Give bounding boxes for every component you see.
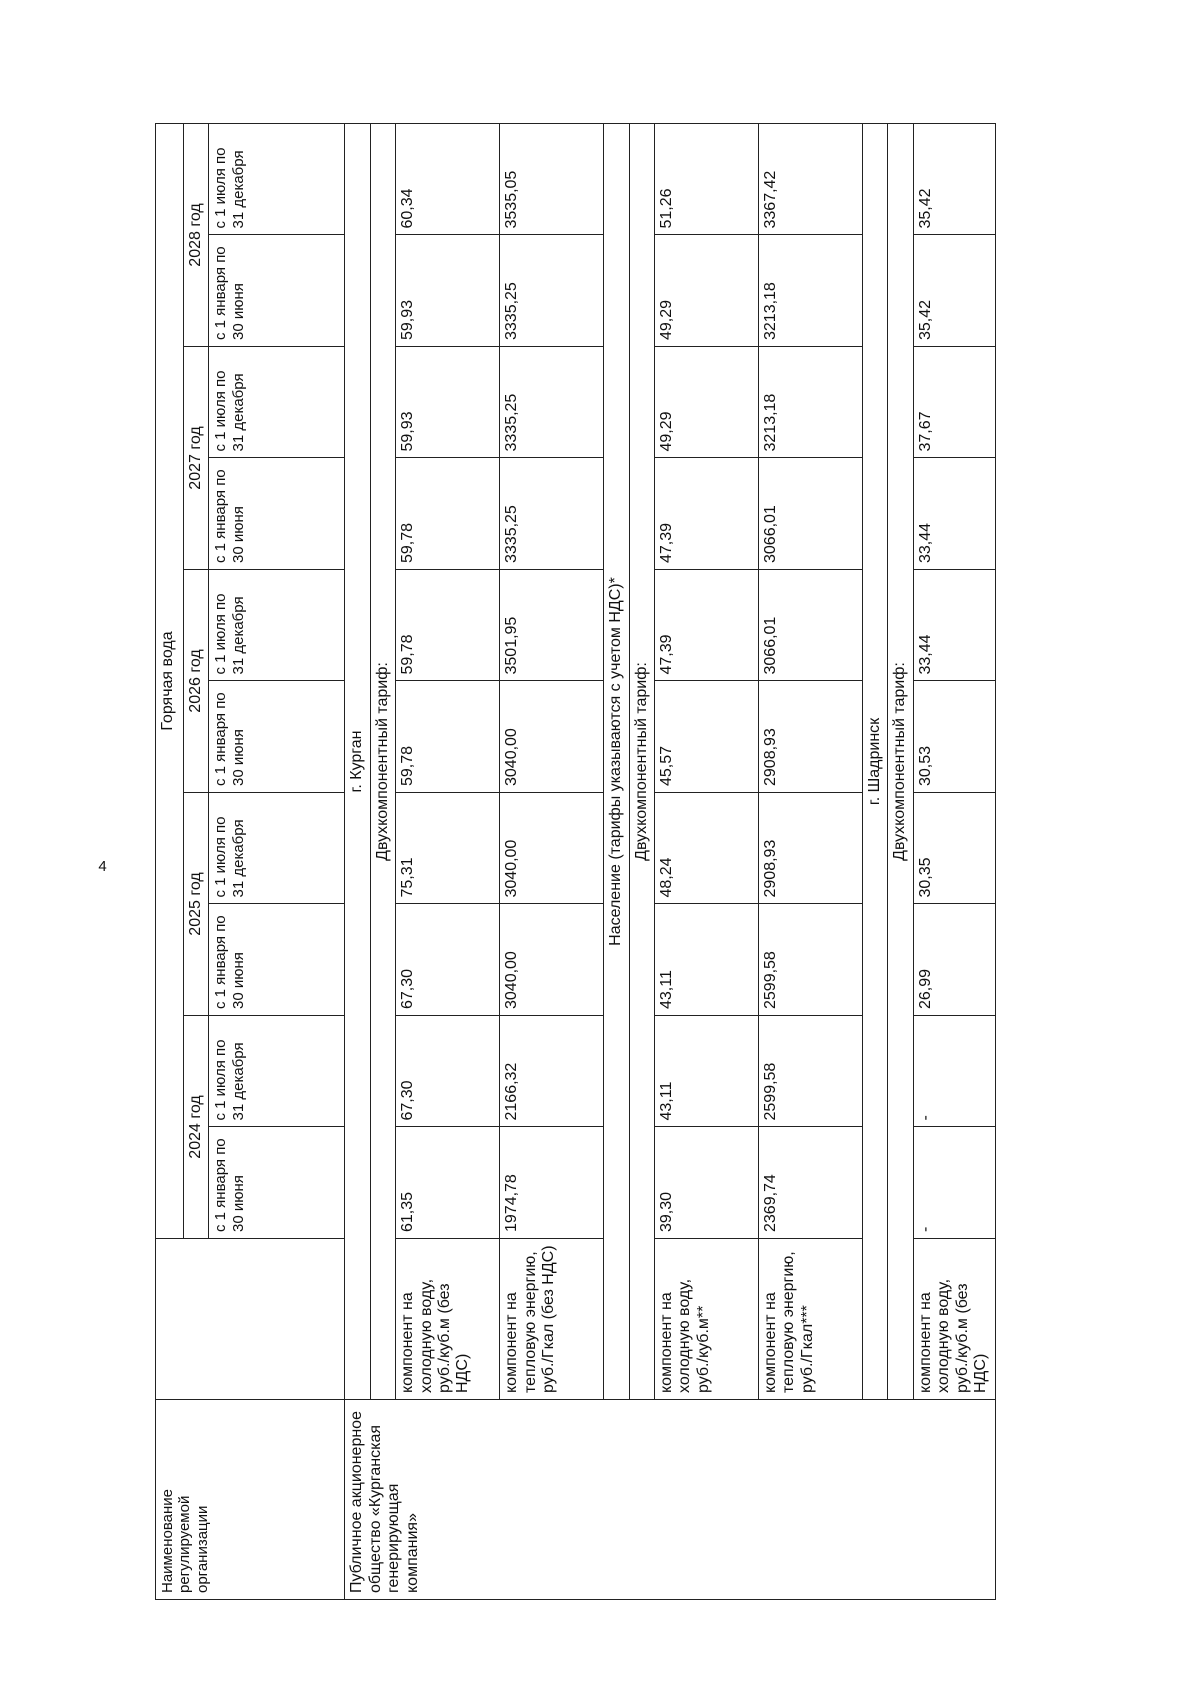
year-2025-header: 2025 год [184, 793, 209, 1016]
table-cell: 47,39 [654, 458, 758, 570]
table-cell: 3066,01 [758, 570, 862, 682]
table-cell: 3213,18 [758, 235, 862, 347]
table-cell: 39,30 [654, 1127, 758, 1239]
period-header: с 1 января по 30 июня [209, 904, 345, 1016]
table-cell: 45,57 [654, 681, 758, 793]
table-cell: 3040,00 [500, 904, 604, 1016]
table-cell: 75,31 [396, 793, 500, 905]
table-cell: 3213,18 [758, 347, 862, 459]
table-cell: 3501,95 [500, 570, 604, 682]
table-cell: 35,42 [913, 124, 995, 236]
table-cell: 3335,25 [500, 235, 604, 347]
table-cell: 67,30 [396, 1016, 500, 1128]
population-section-row: Население (тарифы указываются с учетом НДС)* [604, 124, 629, 1400]
table-cell: - [913, 1127, 995, 1239]
table-cell: 49,29 [654, 235, 758, 347]
org-name-cell: Публичное акционерное общество «Курганская генерирующая компания» [345, 1400, 995, 1600]
year-2026-header: 2026 год [184, 570, 209, 793]
table-cell: 1974,78 [500, 1127, 604, 1239]
table-cell: 43,11 [654, 1016, 758, 1128]
table-row [913, 124, 995, 1600]
table-cell: 59,78 [396, 681, 500, 793]
row-label: компонент на холодную воду, руб./куб.м (без НДС) [913, 1239, 995, 1400]
empty-header-cell [156, 1239, 345, 1400]
table-row [396, 124, 500, 1600]
table-cell: 2599,58 [758, 904, 862, 1016]
table-cell: 30,53 [913, 681, 995, 793]
tariff-table [155, 123, 996, 1600]
row-label: компонент на тепловую энергию, руб./Гкал (без НДС) [500, 1239, 604, 1400]
table-cell: 67,30 [396, 904, 500, 1016]
table-cell: 60,34 [396, 124, 500, 236]
table-row [654, 124, 758, 1600]
table-cell: 2908,93 [758, 793, 862, 905]
table-cell: 35,42 [913, 235, 995, 347]
period-header: с 1 июля по 31 декабря [209, 347, 345, 459]
period-header: с 1 июля по 31 декабря [209, 1016, 345, 1128]
table-cell: 26,99 [913, 904, 995, 1016]
hot-water-header: Горячая вода [156, 124, 184, 1239]
table-cell: 61,35 [396, 1127, 500, 1239]
table-cell: - [913, 1016, 995, 1128]
year-2027-header: 2027 год [184, 347, 209, 570]
table-cell: 3066,01 [758, 458, 862, 570]
period-header: с 1 июля по 31 декабря [209, 124, 345, 236]
period-header: с 1 января по 30 июня [209, 235, 345, 347]
table-cell: 3335,25 [500, 347, 604, 459]
period-header: с 1 июля по 31 декабря [209, 570, 345, 682]
table-cell: 33,44 [913, 570, 995, 682]
page-number: 4 [98, 858, 107, 875]
table-cell: 49,29 [654, 347, 758, 459]
table-cell: 33,44 [913, 458, 995, 570]
period-header: с 1 января по 30 июня [209, 681, 345, 793]
table-cell: 51,26 [654, 124, 758, 236]
table-cell: 59,93 [396, 235, 500, 347]
table-cell: 3040,00 [500, 793, 604, 905]
table-cell: 2166,32 [500, 1016, 604, 1128]
row-label: компонент на холодную воду, руб./куб.м** [654, 1239, 758, 1400]
table-cell: 2369,74 [758, 1127, 862, 1239]
table-cell: 37,67 [913, 347, 995, 459]
year-2028-header: 2028 год [184, 124, 209, 347]
year-2024-header: 2024 год [184, 1016, 209, 1239]
period-header: с 1 июля по 31 декабря [209, 793, 345, 905]
table-cell: 59,78 [396, 570, 500, 682]
table-row [500, 124, 604, 1600]
table-cell: 30,35 [913, 793, 995, 905]
rotated-tariff-table [155, 123, 1103, 1600]
table-cell: 43,11 [654, 904, 758, 1016]
table-cell: 59,78 [396, 458, 500, 570]
row-label: компонент на тепловую энергию, руб./Гкал*** [758, 1239, 862, 1400]
table-cell: 48,24 [654, 793, 758, 905]
row-label: компонент на холодную воду, руб./куб.м (без НДС) [396, 1239, 500, 1400]
table-cell: 2599,58 [758, 1016, 862, 1128]
period-header: с 1 января по 30 июня [209, 458, 345, 570]
table-cell: 47,39 [654, 570, 758, 682]
table-cell: 3535,05 [500, 124, 604, 236]
table-cell: 2908,93 [758, 681, 862, 793]
table-cell: 3367,42 [758, 124, 862, 236]
table-cell: 3040,00 [500, 681, 604, 793]
org-column-header: Наименование регулируемой организации [156, 1400, 345, 1600]
table-row [758, 124, 862, 1600]
table-cell: 3335,25 [500, 458, 604, 570]
table-cell: 59,93 [396, 347, 500, 459]
two-component-tariff-row: Двухкомпонентный тариф: [370, 124, 395, 1400]
city-kurgan-row: г. Курган [345, 124, 370, 1400]
two-component-tariff-row: Двухкомпонентный тариф: [888, 124, 913, 1400]
period-header: с 1 января по 30 июня [209, 1127, 345, 1239]
two-component-tariff-row: Двухкомпонентный тариф: [629, 124, 654, 1400]
city-shadrinsk-row: г. Шадринск [862, 124, 887, 1400]
